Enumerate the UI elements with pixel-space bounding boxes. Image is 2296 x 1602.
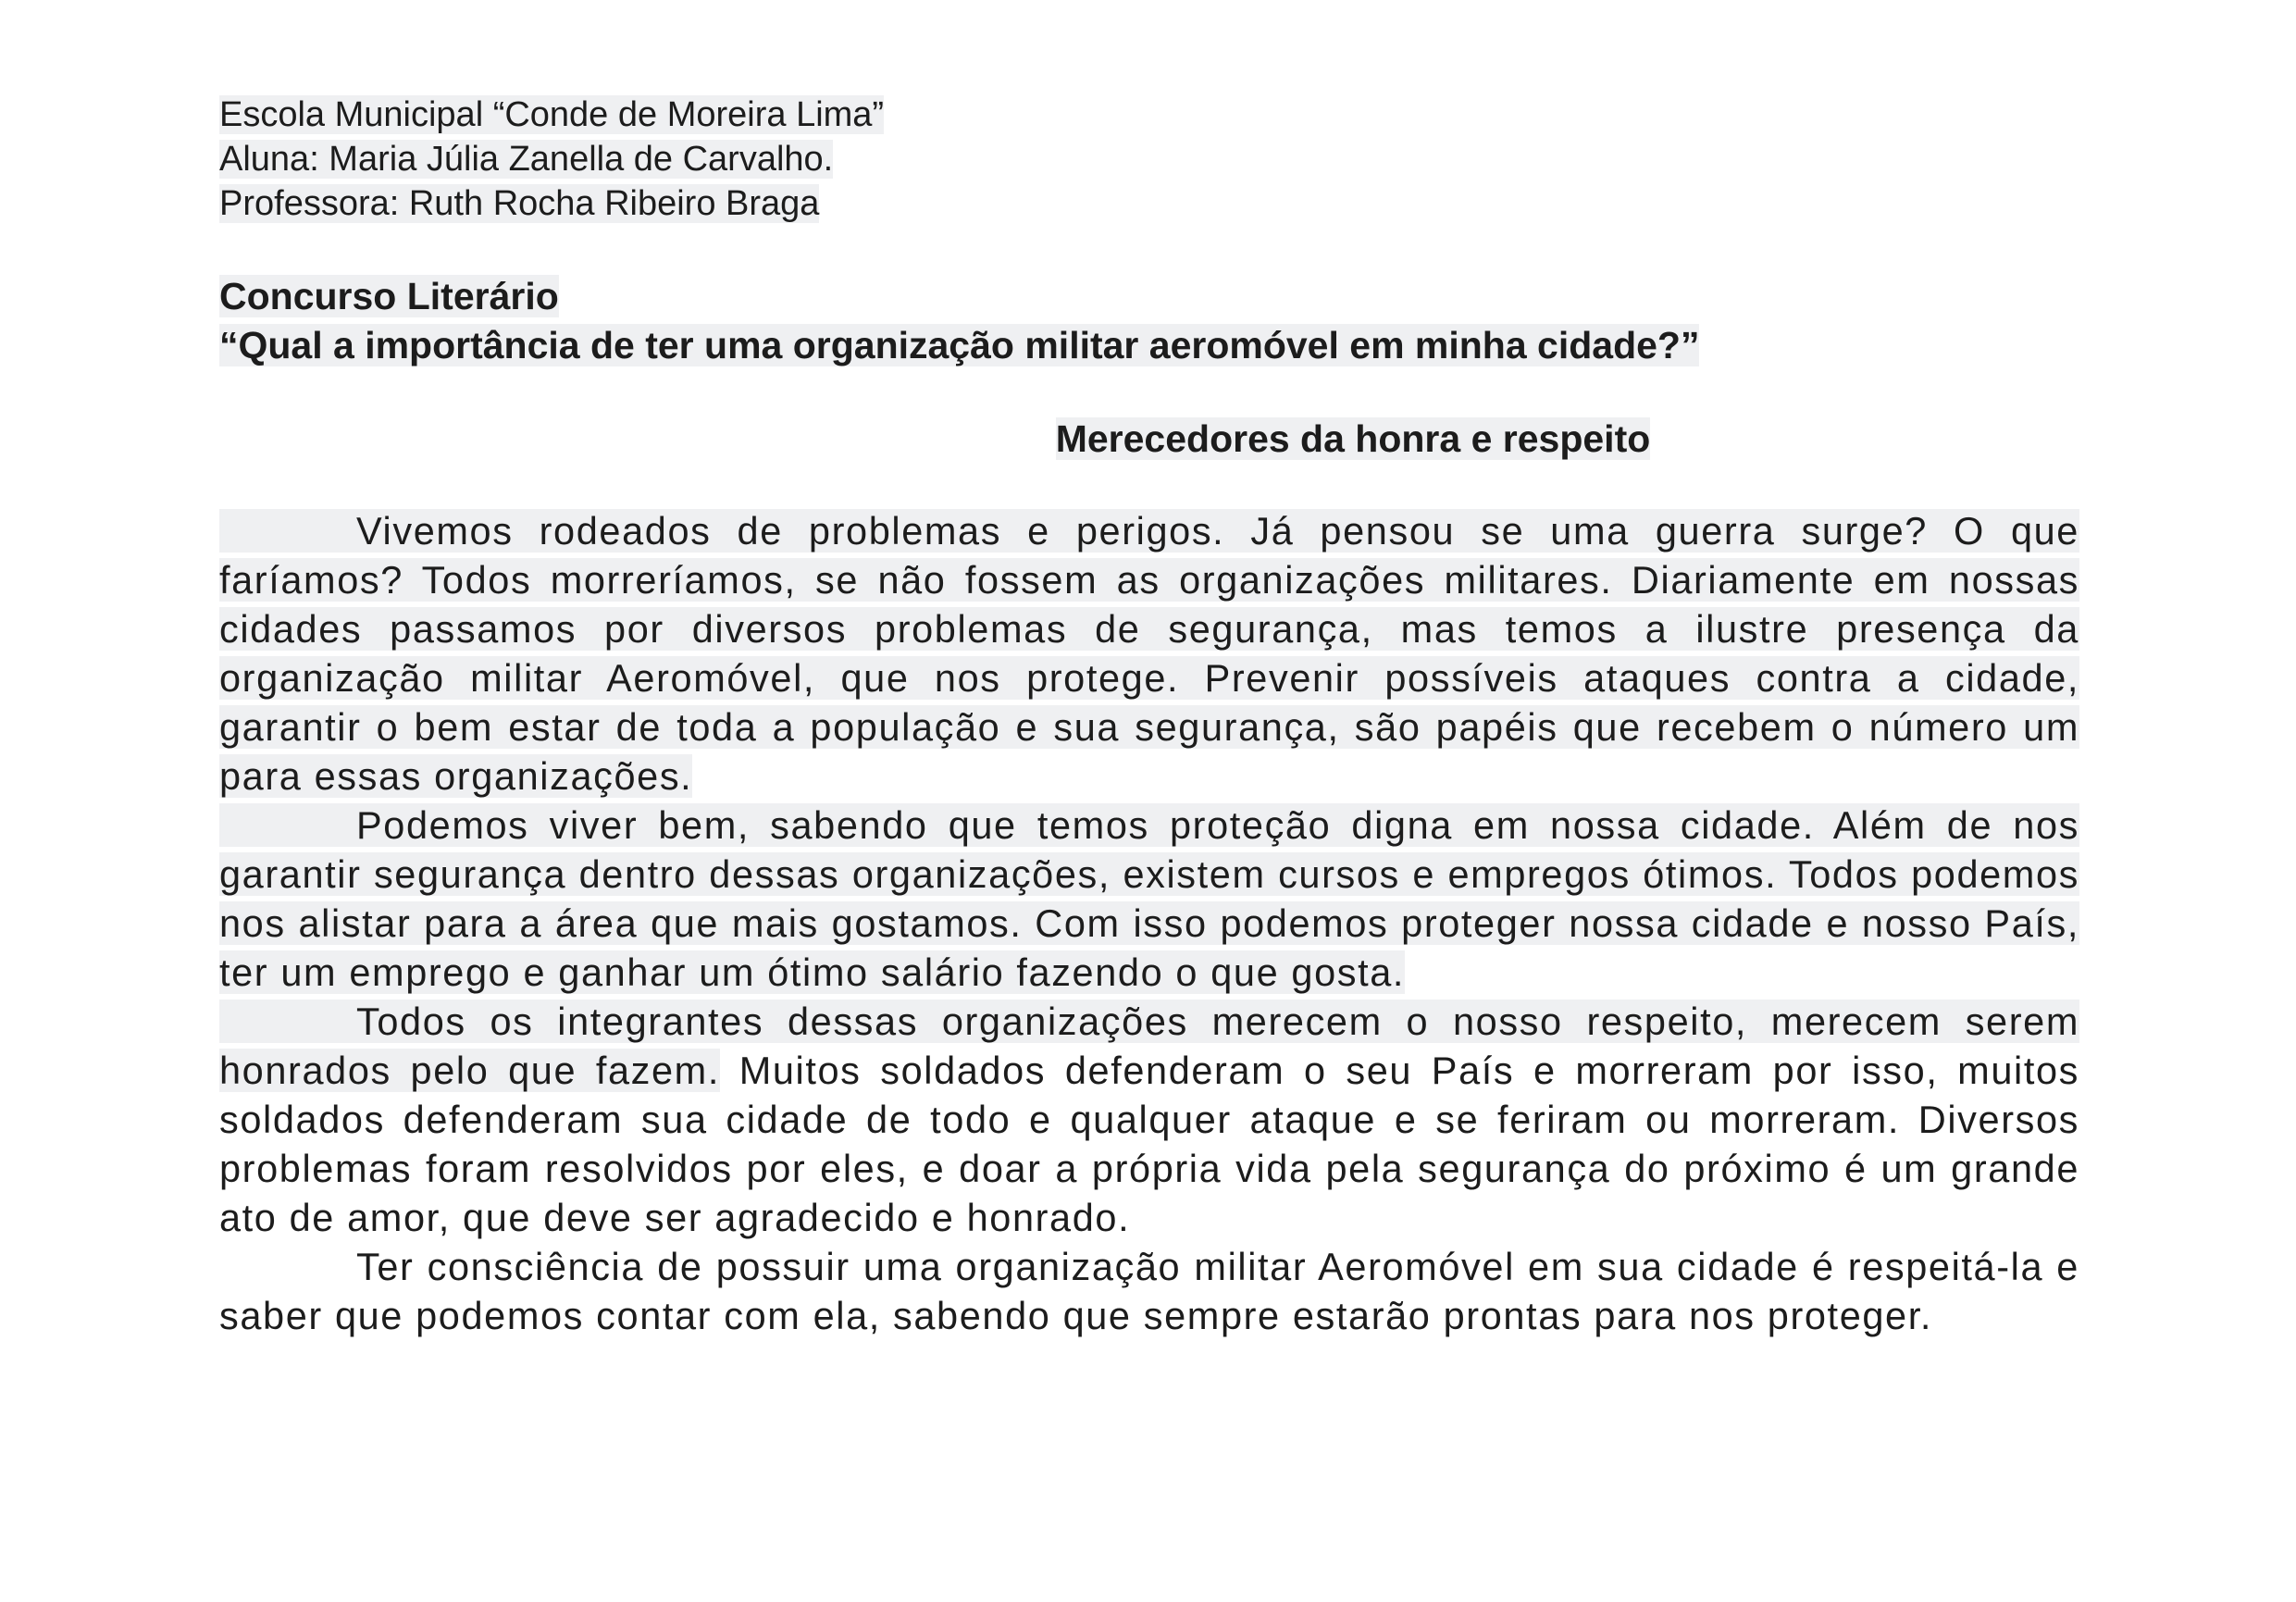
- school-name: Escola Municipal “Conde de Moreira Lima”: [219, 95, 885, 134]
- paragraph-1-text: Vivemos rodeados de problemas e perigos. Já pensou se uma guerra surge? O que faríamos? Todos morreríamos, se não fossem as organizações militares. Diariamente em nossas cidades passamos por diversos problemas de segurança, mas temos a ilustre presença da organização militar Aeromóvel, que nos protege. Prevenir possíveis ataques contra a cidade, garantir o bem estar de toda a população e sua segurança, são papéis que recebem o número um para essas organizações.: [219, 509, 2079, 798]
- paragraph-1: [219, 506, 2079, 801]
- paragraph-2-text: Podemos viver bem, sabendo que temos proteção digna em nossa cidade. Além de nos garantir segurança dentro dessas organizações, existem cursos e empregos ótimos. Todos podemos nos alistar para a área que mais gostamos. Com isso podemos proteger nossa cidade e nosso País, ter um emprego e ganhar um ótimo salário fazendo o que gosta.: [219, 803, 2079, 994]
- paragraph-4: [219, 1242, 2079, 1340]
- document-header: [219, 93, 2079, 226]
- paragraph-3: [219, 997, 2079, 1242]
- paragraph-3-text: Muitos soldados defenderam o seu País e morreram por isso, muitos soldados defenderam sua cidade de todo e qualquer ataque e se feriram ou morreram. Diversos problemas foram resolvidos por eles, e doar a própria vida pela segurança do próximo é um grande ato de amor, que deve ser agradecido e honrado.: [219, 1049, 2079, 1239]
- document-page: [219, 93, 2079, 1340]
- contest-title: Concurso Literário: [219, 275, 559, 317]
- contest-question: “Qual a importância de ter uma organização militar aeromóvel em minha cidade?”: [219, 324, 1700, 366]
- paragraph-2: [219, 801, 2079, 997]
- paragraph-4-text: Ter consciência de possuir uma organização militar Aeromóvel em sua cidade é respeitá-la e saber que podemos contar com ela, sabendo que sempre estarão prontas para nos proteger.: [219, 1245, 2079, 1337]
- paragraph-3-highlighted-text: Todos os integrantes dessas organizações merecem o nosso respeito, merecem serem honrados pelo que fazem.: [219, 1000, 2079, 1092]
- teacher-name: Professora: Ruth Rocha Ribeiro Braga: [219, 184, 820, 223]
- essay-title: Merecedores da honra e respeito: [1055, 417, 1651, 460]
- student-name: Aluna: Maria Júlia Zanella de Carvalho.: [219, 140, 834, 179]
